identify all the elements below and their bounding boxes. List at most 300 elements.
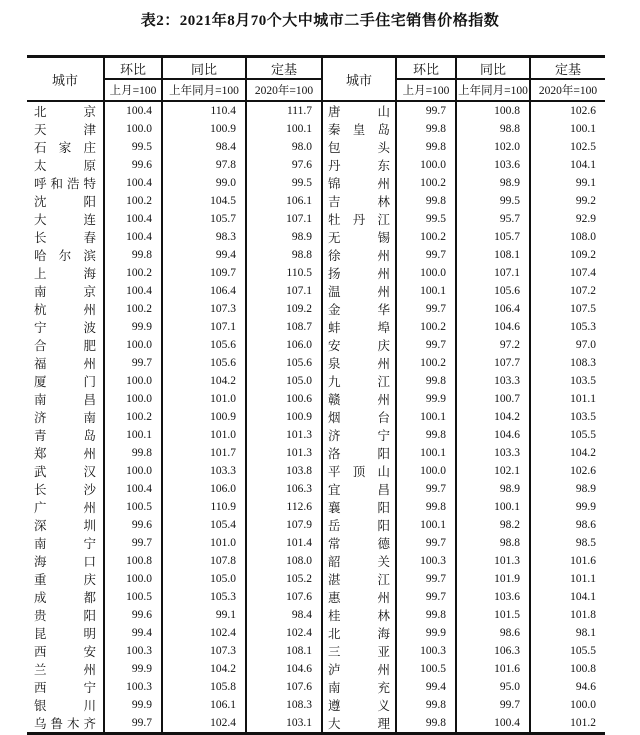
price-index-table bbox=[27, 55, 605, 735]
yoy-cell: 102.4 bbox=[162, 624, 246, 642]
yoy-cell: 97.8 bbox=[162, 156, 246, 174]
yoy-cell: 101.0 bbox=[162, 390, 246, 408]
city-name: 洛阳 bbox=[328, 447, 390, 461]
yoy-cell: 104.5 bbox=[162, 192, 246, 210]
city-cell bbox=[27, 624, 104, 642]
table-row bbox=[27, 228, 605, 246]
yoy-cell: 98.8 bbox=[456, 534, 530, 552]
fixed-cell: 104.6 bbox=[246, 660, 322, 678]
city-name: 南充 bbox=[328, 681, 390, 695]
fixed-cell: 101.3 bbox=[246, 444, 322, 462]
yoy-cell: 103.6 bbox=[456, 156, 530, 174]
city-name: 福州 bbox=[34, 357, 96, 371]
table-row bbox=[27, 606, 605, 624]
yoy-cell: 103.3 bbox=[162, 462, 246, 480]
mom-cell: 99.7 bbox=[396, 588, 456, 606]
city-cell bbox=[322, 624, 396, 642]
mom-cell: 99.6 bbox=[104, 156, 162, 174]
city-cell bbox=[27, 264, 104, 282]
header-mom-right: 环比 bbox=[396, 57, 456, 80]
fixed-cell: 107.4 bbox=[530, 264, 605, 282]
fixed-cell: 108.0 bbox=[246, 552, 322, 570]
yoy-cell: 107.7 bbox=[456, 354, 530, 372]
mom-cell: 99.8 bbox=[396, 606, 456, 624]
city-cell bbox=[27, 174, 104, 192]
mom-cell: 100.5 bbox=[396, 660, 456, 678]
yoy-cell: 105.4 bbox=[162, 516, 246, 534]
city-cell bbox=[27, 480, 104, 498]
mom-cell: 100.0 bbox=[396, 264, 456, 282]
yoy-cell: 105.0 bbox=[162, 570, 246, 588]
fixed-cell: 101.4 bbox=[246, 534, 322, 552]
city-name: 天津 bbox=[34, 123, 96, 137]
mom-cell: 99.6 bbox=[104, 516, 162, 534]
fixed-cell: 103.1 bbox=[246, 714, 322, 734]
fixed-cell: 105.2 bbox=[246, 570, 322, 588]
fixed-cell: 102.5 bbox=[530, 138, 605, 156]
table-row bbox=[27, 480, 605, 498]
city-name: 贵阳 bbox=[34, 609, 96, 623]
mom-cell: 99.7 bbox=[396, 101, 456, 120]
city-name: 长沙 bbox=[34, 483, 96, 497]
yoy-cell: 105.8 bbox=[162, 678, 246, 696]
mom-cell: 100.1 bbox=[396, 408, 456, 426]
city-name: 厦门 bbox=[34, 375, 96, 389]
yoy-cell: 106.4 bbox=[456, 300, 530, 318]
mom-cell: 100.0 bbox=[104, 570, 162, 588]
header-yoy-left: 同比 bbox=[162, 57, 246, 80]
city-name: 大理 bbox=[328, 717, 390, 731]
fixed-cell: 100.1 bbox=[246, 120, 322, 138]
city-cell bbox=[27, 156, 104, 174]
mom-cell: 99.7 bbox=[396, 300, 456, 318]
fixed-cell: 104.1 bbox=[530, 588, 605, 606]
city-cell bbox=[322, 552, 396, 570]
yoy-cell: 107.1 bbox=[456, 264, 530, 282]
mom-cell: 100.2 bbox=[396, 354, 456, 372]
fixed-cell: 94.6 bbox=[530, 678, 605, 696]
fixed-cell: 100.6 bbox=[246, 390, 322, 408]
fixed-cell: 112.6 bbox=[246, 498, 322, 516]
mom-cell: 100.4 bbox=[104, 228, 162, 246]
yoy-cell: 107.3 bbox=[162, 642, 246, 660]
city-cell bbox=[27, 246, 104, 264]
yoy-cell: 106.1 bbox=[162, 696, 246, 714]
mom-cell: 99.9 bbox=[396, 390, 456, 408]
fixed-cell: 102.6 bbox=[530, 101, 605, 120]
yoy-cell: 105.6 bbox=[162, 354, 246, 372]
city-name: 湛江 bbox=[328, 573, 390, 587]
yoy-cell: 103.3 bbox=[456, 372, 530, 390]
mom-cell: 100.4 bbox=[104, 101, 162, 120]
yoy-cell: 106.4 bbox=[162, 282, 246, 300]
yoy-cell: 101.9 bbox=[456, 570, 530, 588]
city-cell bbox=[27, 678, 104, 696]
fixed-cell: 99.1 bbox=[530, 174, 605, 192]
city-name: 南昌 bbox=[34, 393, 96, 407]
city-cell bbox=[27, 336, 104, 354]
header-mom-left: 环比 bbox=[104, 57, 162, 80]
fixed-cell: 107.1 bbox=[246, 282, 322, 300]
city-cell bbox=[322, 300, 396, 318]
city-name: 呼和浩特 bbox=[34, 177, 96, 191]
yoy-cell: 100.1 bbox=[456, 498, 530, 516]
yoy-cell: 105.3 bbox=[162, 588, 246, 606]
yoy-cell: 105.6 bbox=[162, 336, 246, 354]
city-name: 广州 bbox=[34, 501, 96, 515]
yoy-cell: 98.9 bbox=[456, 174, 530, 192]
yoy-cell: 99.4 bbox=[162, 246, 246, 264]
yoy-cell: 98.3 bbox=[162, 228, 246, 246]
mom-cell: 99.6 bbox=[104, 606, 162, 624]
fixed-cell: 99.2 bbox=[530, 192, 605, 210]
city-name: 北京 bbox=[34, 105, 96, 119]
table-row bbox=[27, 696, 605, 714]
city-cell bbox=[27, 408, 104, 426]
mom-cell: 100.3 bbox=[396, 552, 456, 570]
table-row bbox=[27, 678, 605, 696]
fixed-cell: 97.6 bbox=[246, 156, 322, 174]
city-cell bbox=[322, 714, 396, 734]
city-name: 深圳 bbox=[34, 519, 96, 533]
fixed-cell: 98.1 bbox=[530, 624, 605, 642]
table-row bbox=[27, 588, 605, 606]
mom-cell: 99.9 bbox=[396, 624, 456, 642]
fixed-cell: 107.5 bbox=[530, 300, 605, 318]
yoy-cell: 104.6 bbox=[456, 426, 530, 444]
city-cell bbox=[27, 120, 104, 138]
fixed-cell: 98.9 bbox=[246, 228, 322, 246]
fixed-cell: 98.6 bbox=[530, 516, 605, 534]
mom-cell: 99.8 bbox=[396, 696, 456, 714]
fixed-cell: 107.1 bbox=[246, 210, 322, 228]
table-row bbox=[27, 120, 605, 138]
page-title: 表2：2021年8月70个大中城市二手住宅销售价格指数 bbox=[140, 13, 500, 29]
mom-cell: 100.1 bbox=[396, 282, 456, 300]
city-cell bbox=[27, 318, 104, 336]
mom-cell: 99.5 bbox=[396, 210, 456, 228]
city-name: 无锡 bbox=[328, 231, 390, 245]
city-cell bbox=[27, 282, 104, 300]
yoy-cell: 110.9 bbox=[162, 498, 246, 516]
city-name: 武汉 bbox=[34, 465, 96, 479]
fixed-cell: 98.9 bbox=[530, 480, 605, 498]
yoy-cell: 103.6 bbox=[456, 588, 530, 606]
yoy-cell: 97.2 bbox=[456, 336, 530, 354]
city-name: 襄阳 bbox=[328, 501, 390, 515]
yoy-cell: 108.1 bbox=[456, 246, 530, 264]
fixed-cell: 105.0 bbox=[246, 372, 322, 390]
fixed-cell: 106.0 bbox=[246, 336, 322, 354]
city-cell bbox=[322, 534, 396, 552]
yoy-cell: 100.4 bbox=[456, 714, 530, 734]
city-name: 沈阳 bbox=[34, 195, 96, 209]
table-row bbox=[27, 660, 605, 678]
mom-cell: 100.4 bbox=[104, 174, 162, 192]
fixed-cell: 98.0 bbox=[246, 138, 322, 156]
table-row bbox=[27, 444, 605, 462]
mom-cell: 99.8 bbox=[104, 444, 162, 462]
city-name: 太原 bbox=[34, 159, 96, 173]
table-row bbox=[27, 498, 605, 516]
table-row bbox=[27, 642, 605, 660]
fixed-cell: 107.9 bbox=[246, 516, 322, 534]
mom-cell: 99.8 bbox=[396, 138, 456, 156]
city-cell bbox=[322, 516, 396, 534]
city-name: 泸州 bbox=[328, 663, 390, 677]
mom-cell: 100.2 bbox=[104, 192, 162, 210]
yoy-cell: 98.9 bbox=[456, 480, 530, 498]
table-row bbox=[27, 246, 605, 264]
mom-cell: 100.0 bbox=[104, 336, 162, 354]
yoy-cell: 105.6 bbox=[456, 282, 530, 300]
city-name: 宜昌 bbox=[328, 483, 390, 497]
city-name: 安庆 bbox=[328, 339, 390, 353]
city-cell bbox=[322, 480, 396, 498]
city-cell bbox=[27, 462, 104, 480]
city-name: 泉州 bbox=[328, 357, 390, 371]
header-city-right: 城市 bbox=[322, 57, 396, 102]
city-name: 徐州 bbox=[328, 249, 390, 263]
city-cell bbox=[27, 426, 104, 444]
mom-cell: 100.0 bbox=[104, 462, 162, 480]
mom-cell: 100.0 bbox=[104, 372, 162, 390]
fixed-cell: 102.4 bbox=[246, 624, 322, 642]
fixed-cell: 97.0 bbox=[530, 336, 605, 354]
mom-cell: 100.2 bbox=[396, 174, 456, 192]
city-name: 大连 bbox=[34, 213, 96, 227]
yoy-cell: 104.6 bbox=[456, 318, 530, 336]
fixed-cell: 101.2 bbox=[530, 714, 605, 734]
mom-cell: 99.4 bbox=[396, 678, 456, 696]
city-cell bbox=[322, 354, 396, 372]
fixed-cell: 108.3 bbox=[530, 354, 605, 372]
city-name: 九江 bbox=[328, 375, 390, 389]
fixed-cell: 101.8 bbox=[530, 606, 605, 624]
fixed-cell: 108.1 bbox=[246, 642, 322, 660]
mom-cell: 99.8 bbox=[396, 426, 456, 444]
header-yoy-base-left: 上年同月=100 bbox=[162, 79, 246, 101]
table-row bbox=[27, 354, 605, 372]
city-name: 上海 bbox=[34, 267, 96, 281]
mom-cell: 99.9 bbox=[104, 660, 162, 678]
mom-cell: 99.7 bbox=[396, 246, 456, 264]
fixed-cell: 106.3 bbox=[246, 480, 322, 498]
city-name: 南宁 bbox=[34, 537, 96, 551]
city-name: 温州 bbox=[328, 285, 390, 299]
mom-cell: 99.7 bbox=[396, 534, 456, 552]
city-name: 金华 bbox=[328, 303, 390, 317]
city-name: 海口 bbox=[34, 555, 96, 569]
city-name: 重庆 bbox=[34, 573, 96, 587]
mom-cell: 100.2 bbox=[104, 264, 162, 282]
mom-cell: 99.8 bbox=[396, 192, 456, 210]
city-name: 赣州 bbox=[328, 393, 390, 407]
city-cell bbox=[27, 696, 104, 714]
table-row bbox=[27, 336, 605, 354]
city-cell bbox=[322, 192, 396, 210]
city-cell bbox=[27, 552, 104, 570]
header-mom-base-left: 上月=100 bbox=[104, 79, 162, 101]
city-cell bbox=[322, 282, 396, 300]
city-name: 郑州 bbox=[34, 447, 96, 461]
city-cell bbox=[322, 372, 396, 390]
fixed-cell: 105.3 bbox=[530, 318, 605, 336]
city-cell bbox=[27, 660, 104, 678]
fixed-cell: 102.6 bbox=[530, 462, 605, 480]
yoy-cell: 99.0 bbox=[162, 174, 246, 192]
table-row bbox=[27, 174, 605, 192]
city-name: 唐山 bbox=[328, 105, 390, 119]
yoy-cell: 104.2 bbox=[162, 660, 246, 678]
table-row bbox=[27, 570, 605, 588]
city-cell bbox=[27, 534, 104, 552]
city-cell bbox=[27, 210, 104, 228]
city-cell bbox=[27, 588, 104, 606]
city-cell bbox=[27, 714, 104, 734]
city-cell bbox=[322, 228, 396, 246]
mom-cell: 99.8 bbox=[396, 714, 456, 734]
yoy-cell: 102.0 bbox=[456, 138, 530, 156]
city-cell bbox=[27, 606, 104, 624]
city-name: 兰州 bbox=[34, 663, 96, 677]
table-row bbox=[27, 300, 605, 318]
city-cell bbox=[27, 354, 104, 372]
city-name: 蚌埠 bbox=[328, 321, 390, 335]
table-row bbox=[27, 624, 605, 642]
mom-cell: 100.2 bbox=[396, 318, 456, 336]
city-name: 吉林 bbox=[328, 195, 390, 209]
fixed-cell: 107.6 bbox=[246, 588, 322, 606]
mom-cell: 100.8 bbox=[104, 552, 162, 570]
fixed-cell: 103.8 bbox=[246, 462, 322, 480]
city-name: 济南 bbox=[34, 411, 96, 425]
mom-cell: 100.3 bbox=[104, 678, 162, 696]
city-name: 秦皇岛 bbox=[328, 123, 390, 137]
fixed-cell: 108.7 bbox=[246, 318, 322, 336]
fixed-cell: 105.5 bbox=[530, 642, 605, 660]
mom-cell: 100.3 bbox=[104, 642, 162, 660]
city-name: 锦州 bbox=[328, 177, 390, 191]
header-yoy-right: 同比 bbox=[456, 57, 530, 80]
city-cell bbox=[322, 606, 396, 624]
header-fixed-left: 定基 bbox=[246, 57, 322, 80]
fixed-cell: 99.9 bbox=[530, 498, 605, 516]
mom-cell: 99.5 bbox=[104, 138, 162, 156]
city-cell bbox=[27, 192, 104, 210]
table-row bbox=[27, 534, 605, 552]
table-row bbox=[27, 264, 605, 282]
city-name: 青岛 bbox=[34, 429, 96, 443]
yoy-cell: 104.2 bbox=[456, 408, 530, 426]
city-cell bbox=[27, 228, 104, 246]
city-cell bbox=[322, 678, 396, 696]
city-cell bbox=[322, 318, 396, 336]
fixed-cell: 108.0 bbox=[530, 228, 605, 246]
fixed-cell: 101.6 bbox=[530, 552, 605, 570]
yoy-cell: 106.3 bbox=[456, 642, 530, 660]
table-row bbox=[27, 714, 605, 734]
city-name: 乌鲁木齐 bbox=[34, 717, 96, 731]
fixed-cell: 105.6 bbox=[246, 354, 322, 372]
yoy-cell: 101.6 bbox=[456, 660, 530, 678]
mom-cell: 99.4 bbox=[104, 624, 162, 642]
mom-cell: 100.1 bbox=[396, 444, 456, 462]
city-name: 哈尔滨 bbox=[34, 249, 96, 263]
city-cell bbox=[322, 138, 396, 156]
yoy-cell: 107.1 bbox=[162, 318, 246, 336]
header-mom-base-right: 上月=100 bbox=[396, 79, 456, 101]
mom-cell: 100.1 bbox=[396, 516, 456, 534]
fixed-cell: 106.1 bbox=[246, 192, 322, 210]
fixed-cell: 101.1 bbox=[530, 390, 605, 408]
mom-cell: 100.4 bbox=[104, 282, 162, 300]
yoy-cell: 104.2 bbox=[162, 372, 246, 390]
table-row bbox=[27, 390, 605, 408]
city-name: 遵义 bbox=[328, 699, 390, 713]
yoy-cell: 105.7 bbox=[456, 228, 530, 246]
city-cell bbox=[322, 408, 396, 426]
fixed-cell: 107.2 bbox=[530, 282, 605, 300]
fixed-cell: 100.9 bbox=[246, 408, 322, 426]
mom-cell: 100.0 bbox=[104, 390, 162, 408]
table-row bbox=[27, 372, 605, 390]
fixed-cell: 100.0 bbox=[530, 696, 605, 714]
mom-cell: 100.2 bbox=[104, 300, 162, 318]
yoy-cell: 98.4 bbox=[162, 138, 246, 156]
city-name: 济宁 bbox=[328, 429, 390, 443]
mom-cell: 99.7 bbox=[104, 714, 162, 734]
city-name: 西安 bbox=[34, 645, 96, 659]
fixed-cell: 100.1 bbox=[530, 120, 605, 138]
city-cell bbox=[322, 660, 396, 678]
fixed-cell: 103.5 bbox=[530, 372, 605, 390]
mom-cell: 100.2 bbox=[104, 408, 162, 426]
table-row bbox=[27, 282, 605, 300]
mom-cell: 99.8 bbox=[396, 120, 456, 138]
fixed-cell: 103.5 bbox=[530, 408, 605, 426]
yoy-cell: 101.7 bbox=[162, 444, 246, 462]
city-cell bbox=[27, 138, 104, 156]
fixed-cell: 104.1 bbox=[530, 156, 605, 174]
mom-cell: 100.1 bbox=[104, 426, 162, 444]
table-row bbox=[27, 101, 605, 120]
header-fixed-right: 定基 bbox=[530, 57, 605, 80]
city-cell bbox=[322, 696, 396, 714]
table-row bbox=[27, 516, 605, 534]
mom-cell: 100.0 bbox=[396, 156, 456, 174]
yoy-cell: 100.7 bbox=[456, 390, 530, 408]
yoy-cell: 101.3 bbox=[456, 552, 530, 570]
fixed-cell: 111.7 bbox=[246, 101, 322, 120]
yoy-cell: 100.9 bbox=[162, 408, 246, 426]
fixed-cell: 105.5 bbox=[530, 426, 605, 444]
table-row bbox=[27, 192, 605, 210]
header-fixed-base-left: 2020年=100 bbox=[246, 79, 322, 101]
yoy-cell: 106.0 bbox=[162, 480, 246, 498]
city-cell bbox=[322, 210, 396, 228]
city-cell bbox=[322, 426, 396, 444]
mom-cell: 99.8 bbox=[396, 372, 456, 390]
header-fixed-base-right: 2020年=100 bbox=[530, 79, 605, 101]
yoy-cell: 98.2 bbox=[456, 516, 530, 534]
yoy-cell: 98.6 bbox=[456, 624, 530, 642]
table-row bbox=[27, 408, 605, 426]
mom-cell: 100.5 bbox=[104, 498, 162, 516]
city-cell bbox=[322, 246, 396, 264]
city-cell bbox=[322, 120, 396, 138]
mom-cell: 99.7 bbox=[396, 480, 456, 498]
